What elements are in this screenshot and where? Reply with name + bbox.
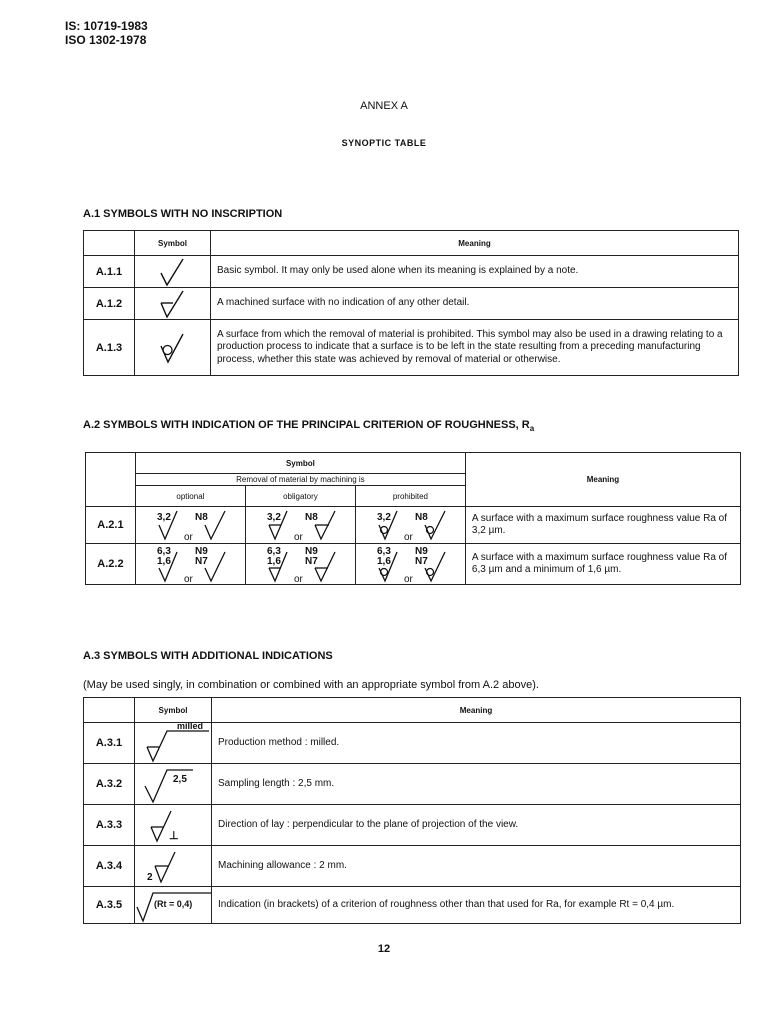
roughness-range-symbol-optional-icon (135, 544, 245, 585)
or-label: or (403, 574, 413, 584)
row-meaning: Basic symbol. It may only be used alone when its meaning is explained by a note. (211, 256, 739, 288)
col-symbol-header: Symbol (135, 231, 211, 256)
value-label: 6,3 (376, 546, 391, 557)
value-label-min: 1,6 (376, 556, 391, 567)
or-label: or (183, 574, 193, 584)
grade-label: N8 (194, 512, 208, 523)
row-meaning: A surface from which the removal of material is prohibited. This symbol may also be used in a drawing relating to a production process to indicate that a surface is to be left in the state resulting from a preceding manufacturing process, whether this state was achieved by removal of material or otherwise. (211, 320, 739, 376)
or-label: or (293, 574, 303, 584)
table-row (86, 507, 741, 544)
section-a2-title: A.2 SYMBOLS WITH INDICATION OF THE PRINCIPAL CRITERION OF ROUGHNESS, $R_a$ (83, 419, 535, 434)
lay-symbol-label: ⊥ (169, 830, 179, 842)
roughness-symbol-optional-icon (135, 507, 245, 544)
roughness-range-symbol-prohibited-icon (355, 544, 465, 585)
grade-label: N9 (194, 546, 208, 557)
col-prohibited-header: prohibited (355, 486, 465, 507)
table-a1 (83, 230, 739, 376)
direction-of-lay-symbol-icon (135, 805, 212, 846)
grade-label: N9 (304, 546, 318, 557)
removal-header: Removal of material by machining is (135, 474, 465, 486)
roughness-criterion-symbol-icon (135, 887, 212, 924)
table-row (84, 887, 741, 924)
table-a2 (85, 452, 741, 585)
grade-label-min: N7 (414, 556, 428, 567)
roughness-range-symbol-obligatory-icon (245, 544, 355, 585)
col-symbol-header: Symbol (135, 698, 212, 723)
row-id: A.2.2 (86, 544, 136, 585)
table-row (84, 320, 739, 376)
table-a3 (83, 697, 741, 924)
grade-label-min: N7 (304, 556, 318, 567)
method-label: milled (177, 723, 204, 731)
or-label: or (183, 532, 193, 543)
section-a1-title: A.1 SYMBOLS WITH NO INSCRIPTION (83, 208, 283, 220)
row-id: A.1.2 (84, 288, 135, 320)
row-id: A.1.1 (84, 256, 135, 288)
value-label: 3,2 (376, 512, 391, 523)
value-label-min: 1,6 (156, 556, 171, 567)
roughness-symbol-obligatory-icon (245, 507, 355, 544)
row-id: A.1.3 (84, 320, 135, 376)
sampling-length-label: 2,5 (173, 774, 187, 785)
table-row (84, 805, 741, 846)
row-meaning: A surface with a maximum surface roughness value Ra of 3,2 µm. (465, 507, 740, 544)
grade-label: N8 (414, 512, 428, 523)
page-number: 12 (377, 943, 391, 955)
row-id: A.2.1 (86, 507, 136, 544)
section-a3-note: (May be used singly, in combination or combined with an appropriate symbol from A.2 above). (83, 679, 539, 691)
table-row (86, 544, 741, 585)
col-meaning-header: Meaning (212, 698, 741, 723)
table-row (84, 846, 741, 887)
or-label: or (403, 532, 413, 543)
standard-number-iso: ISO 1302-1978 (65, 33, 147, 47)
value-label: 6,3 (266, 546, 281, 557)
machining-allowance-symbol-icon (135, 846, 212, 887)
row-meaning: Machining allowance : 2 mm. (212, 846, 741, 887)
col-meaning-header: Meaning (465, 453, 740, 507)
table-row (84, 288, 739, 320)
machined-surface-symbol-icon (135, 288, 211, 320)
production-method-symbol-icon (135, 723, 212, 764)
grade-label: N9 (414, 546, 428, 557)
table-row (84, 256, 739, 288)
section-a3-title: A.3 SYMBOLS WITH ADDITIONAL INDICATIONS (83, 650, 333, 662)
row-id: A.3.3 (84, 805, 135, 846)
value-label: 6,3 (156, 546, 171, 557)
grade-label: N8 (304, 512, 318, 523)
standard-number-is: IS: 10719-1983 (65, 19, 148, 33)
row-meaning: Indication (in brackets) of a criterion of roughness other than that used for Ra, for example Rt = 0,4 µm. (212, 887, 741, 924)
col-symbol-header: Symbol (135, 453, 465, 474)
col-optional-header: optional (135, 486, 245, 507)
value-label: 3,2 (156, 512, 171, 523)
row-meaning: Direction of lay : perpendicular to the plane of projection of the view. (212, 805, 741, 846)
synoptic-subtitle: SYNOPTIC TABLE (341, 138, 427, 148)
row-id: A.3.5 (84, 887, 135, 924)
row-id: A.3.2 (84, 764, 135, 805)
table-row (84, 723, 741, 764)
row-meaning: Production method : milled. (212, 723, 741, 764)
grade-label-min: N7 (194, 556, 208, 567)
value-label: 3,2 (266, 512, 281, 523)
col-obligatory-header: obligatory (245, 486, 355, 507)
col-meaning-header: Meaning (211, 231, 739, 256)
or-label: or (293, 532, 303, 543)
criterion-label: (Rt = 0,4) (154, 899, 193, 909)
row-id: A.3.1 (84, 723, 135, 764)
table-row (84, 764, 741, 805)
basic-symbol-icon (135, 256, 211, 288)
roughness-symbol-prohibited-icon (355, 507, 465, 544)
value-label-min: 1,6 (266, 556, 281, 567)
allowance-label: 2 (147, 872, 153, 883)
row-meaning: Sampling length : 2,5 mm. (212, 764, 741, 805)
removal-prohibited-symbol-icon (135, 320, 211, 376)
row-meaning: A surface with a maximum surface roughness value Ra of 6,3 µm and a minimum of 1,6 µm. (465, 544, 740, 585)
row-meaning: A machined surface with no indication of any other detail. (211, 288, 739, 320)
sampling-length-symbol-icon (135, 764, 212, 805)
annex-title: ANNEX A (360, 100, 408, 112)
row-id: A.3.4 (84, 846, 135, 887)
